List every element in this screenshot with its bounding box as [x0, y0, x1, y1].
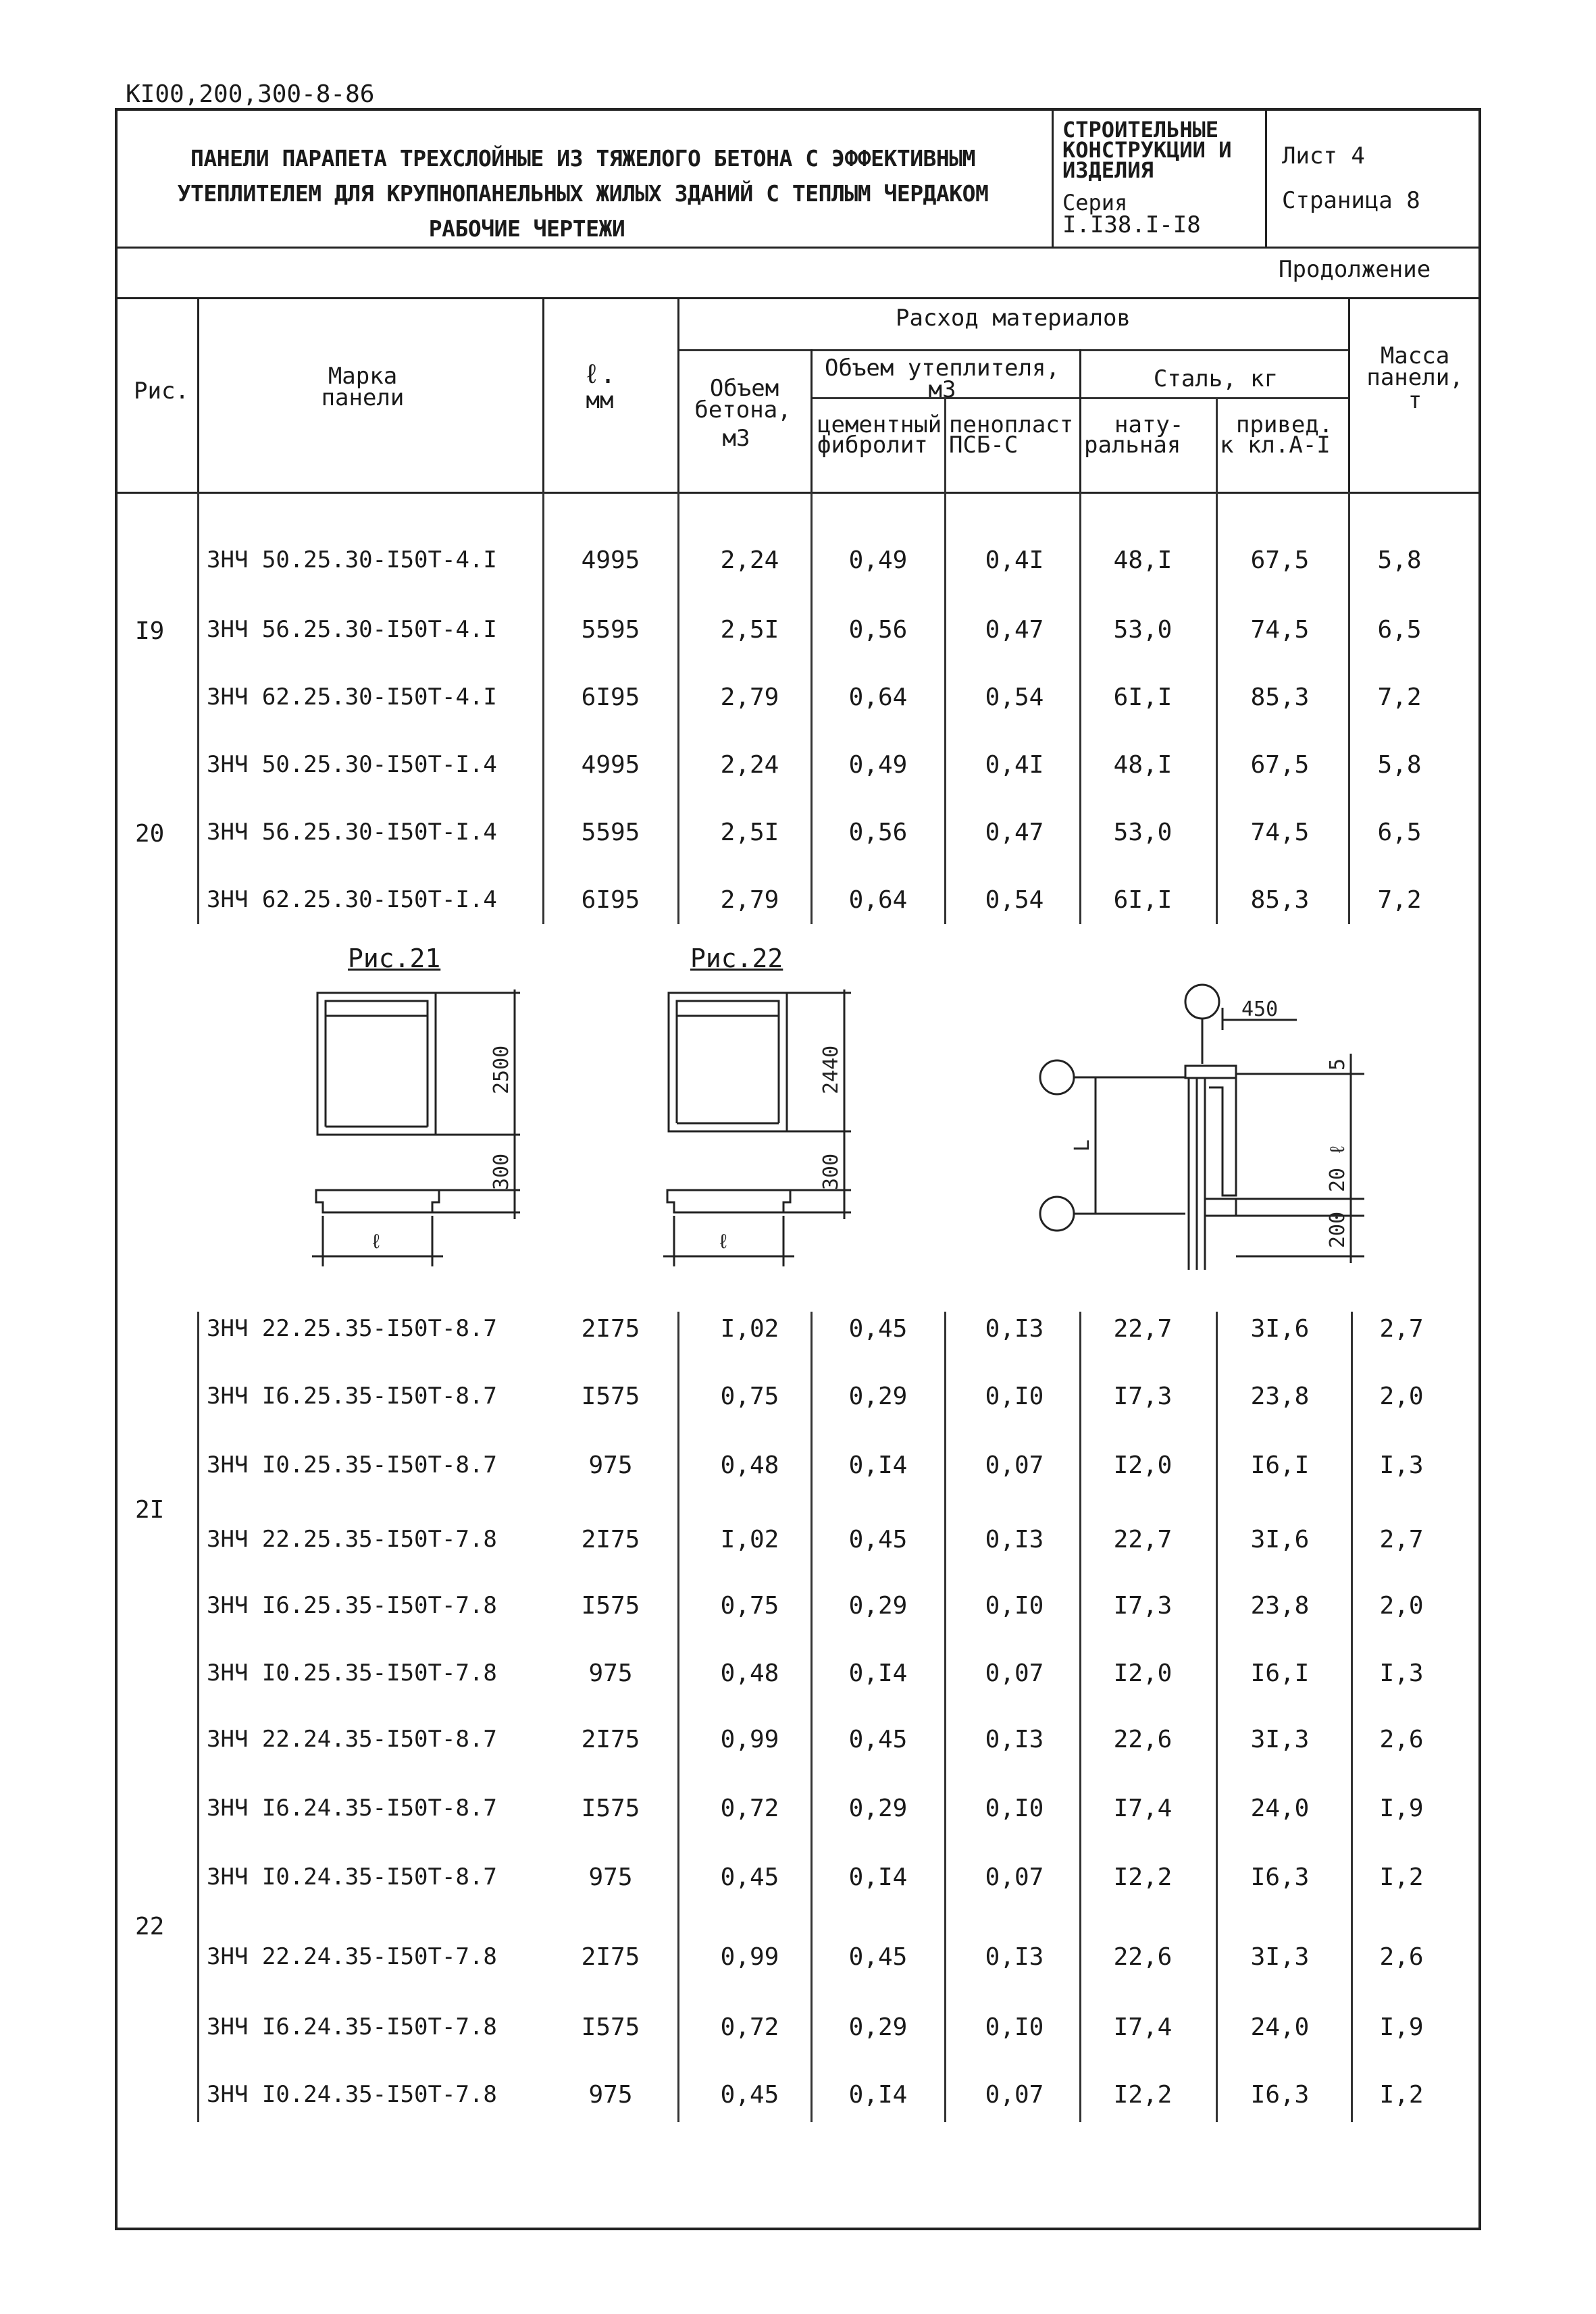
- foam-psb: 0,4I: [985, 751, 1044, 779]
- steel-natural: 53,0: [1113, 616, 1173, 644]
- panel-mark: ЗНЧ 62.25.30-I50T-4.I: [207, 684, 497, 711]
- concrete-volume: 0,99: [720, 1943, 779, 1971]
- document-title-line-3: РАБОЧИЕ ЧЕРТЕЖИ: [428, 215, 625, 242]
- panel-length: 6I95: [581, 886, 640, 914]
- panel-mass: I,3: [1379, 1660, 1424, 1687]
- foam-psb: 0,07: [985, 2081, 1044, 2109]
- foam-psb: 0,I3: [985, 1315, 1044, 1343]
- foam-psb: 0,07: [985, 1660, 1044, 1687]
- panel-length: I575: [581, 2013, 640, 2041]
- steel-natural: 22,6: [1113, 1943, 1173, 1971]
- steel-reduced: 3I,3: [1250, 1726, 1310, 1753]
- cement-fibrolite: 0,45: [848, 1526, 908, 1553]
- cement-fibrolite: 0,29: [848, 1383, 908, 1410]
- steel-reduced: I6,I: [1250, 1451, 1310, 1479]
- steel-reduced: I6,3: [1250, 1863, 1310, 1891]
- continuation-label: Продолжение: [1279, 256, 1431, 283]
- panel-mark: ЗНЧ 62.25.30-I50T-I.4: [207, 886, 497, 913]
- concrete-volume: 0,72: [720, 2013, 779, 2041]
- panel-mark: ЗНЧ 22.25.35-I50T-7.8: [207, 1526, 497, 1553]
- cement-fibrolite: 0,29: [848, 1592, 908, 1620]
- stamp-line-3: ИЗДЕЛИЯ: [1062, 157, 1154, 183]
- concrete-volume: 0,75: [720, 1383, 779, 1410]
- panel-mark: ЗНЧ I6.24.35-I50T-8.7: [207, 1795, 497, 1822]
- steel-reduced: 24,0: [1250, 2013, 1310, 2041]
- panel-mass: 2,6: [1379, 1726, 1424, 1753]
- panel-mass: 2,7: [1379, 1315, 1424, 1343]
- steel-reduced: 3I,6: [1250, 1526, 1310, 1553]
- concrete-volume: I,02: [720, 1315, 779, 1343]
- steel-reduced: 3I,3: [1250, 1943, 1310, 1971]
- panel-length: 5595: [581, 616, 640, 644]
- header-l-1: ℓ.: [583, 359, 617, 390]
- bottom-body-line-2: [677, 1312, 679, 2122]
- steel-natural: 22,7: [1113, 1526, 1173, 1553]
- dim-l-fig21: ℓ: [370, 1230, 383, 1254]
- cement-fibrolite: 0,29: [848, 2013, 908, 2041]
- steel-natural: 48,I: [1113, 546, 1173, 574]
- concrete-volume: 0,48: [720, 1660, 779, 1687]
- steel-reduced: 23,8: [1250, 1383, 1310, 1410]
- cement-fibrolite: 0,I4: [848, 1451, 908, 1479]
- panel-mark: ЗНЧ I0.24.35-I50T-8.7: [207, 1863, 497, 1891]
- header-cement-2: фибролит: [817, 432, 928, 459]
- cement-fibrolite: 0,I4: [848, 2081, 908, 2109]
- stamp-series-number: I.I38.I-I8: [1062, 211, 1201, 238]
- steel-natural: 22,6: [1113, 1726, 1173, 1753]
- panel-mass: I,3: [1379, 1451, 1424, 1479]
- steel-natural: I2,2: [1113, 1863, 1173, 1891]
- bottom-body-line-7: [1351, 1312, 1353, 2122]
- figure-22-section-view: [663, 1190, 851, 1266]
- header-materials: Расход материалов: [896, 305, 1131, 332]
- steel-reduced: 24,0: [1250, 1795, 1310, 1822]
- figure-21-section-view: [312, 1190, 520, 1266]
- foam-psb: 0,07: [985, 1863, 1044, 1891]
- panel-length: I575: [581, 1383, 640, 1410]
- foam-psb: 0,4I: [985, 546, 1044, 574]
- cement-fibrolite: 0,45: [848, 1943, 908, 1971]
- panel-mass: I,9: [1379, 1795, 1424, 1822]
- steel-natural: I7,4: [1113, 1795, 1173, 1822]
- header-steel-reduced-2: к кл.А-I: [1220, 432, 1331, 459]
- panel-mass: 5,8: [1377, 546, 1422, 574]
- steel-reduced: 3I,6: [1250, 1315, 1310, 1343]
- panel-mass: 2,6: [1379, 1943, 1424, 1971]
- steel-natural: 53,0: [1113, 819, 1173, 846]
- panel-mark: ЗНЧ 56.25.30-I50T-I.4: [207, 819, 497, 846]
- fig-label-19: I9: [135, 617, 165, 645]
- panel-mass: 2,7: [1379, 1526, 1424, 1553]
- panel-mass: 6,5: [1377, 819, 1422, 846]
- header-mark-2: панели: [321, 384, 405, 411]
- cement-fibrolite: 0,29: [848, 1795, 908, 1822]
- header-concrete-1: Объем: [709, 375, 779, 402]
- panel-mass: 5,8: [1377, 751, 1422, 779]
- panel-length: 975: [588, 2081, 633, 2109]
- steel-reduced: I6,I: [1250, 1660, 1310, 1687]
- figure-22-caption: Рис.22: [690, 944, 783, 973]
- foam-psb: 0,I0: [985, 1592, 1044, 1620]
- panel-mass: I,2: [1379, 2081, 1424, 2109]
- concrete-volume: 2,24: [720, 751, 779, 779]
- panel-mass: I,9: [1379, 2013, 1424, 2041]
- panel-mass: 2,0: [1379, 1383, 1424, 1410]
- header-fig: Рис.: [134, 378, 189, 405]
- header-concrete-3: м3: [722, 425, 750, 452]
- figure-21-caption: Рис.21: [348, 944, 441, 973]
- panel-mass: 7,2: [1377, 886, 1422, 914]
- header-mass-2: панели,: [1366, 364, 1464, 391]
- steel-reduced: 74,5: [1250, 819, 1310, 846]
- dim-20-l: 20 ℓ: [1326, 1143, 1349, 1192]
- panel-mark: ЗНЧ 50.25.30-I50T-I.4: [207, 751, 497, 778]
- steel-reduced: 67,5: [1250, 546, 1310, 574]
- foam-psb: 0,I3: [985, 1726, 1044, 1753]
- stamp-line-2: КОНСТРУКЦИИ И: [1062, 137, 1232, 163]
- bottom-body-line-4: [944, 1312, 946, 2122]
- steel-reduced: 74,5: [1250, 616, 1310, 644]
- concrete-volume: 2,79: [720, 886, 779, 914]
- panel-mark: ЗНЧ I0.25.35-I50T-8.7: [207, 1451, 497, 1479]
- steel-reduced: 85,3: [1250, 886, 1310, 914]
- panel-length: 5595: [581, 819, 640, 846]
- dim-450: 450: [1241, 998, 1279, 1021]
- fig-label-22: 22: [135, 1913, 165, 1940]
- steel-reduced: 67,5: [1250, 751, 1310, 779]
- header-steel-natural-2: ральная: [1084, 432, 1181, 459]
- dim-300-fig21: 300: [490, 1153, 513, 1190]
- panel-length: 2I75: [581, 1315, 640, 1343]
- dim-5: 5: [1326, 1058, 1349, 1071]
- dim-2500: 2500: [490, 1045, 513, 1094]
- header-mark-1: Марка: [328, 363, 398, 390]
- foam-psb: 0,I0: [985, 2013, 1044, 2041]
- panel-length: 975: [588, 1451, 633, 1479]
- foam-psb: 0,54: [985, 684, 1044, 711]
- cement-fibrolite: 0,49: [848, 546, 908, 574]
- foam-psb: 0,I0: [985, 1795, 1044, 1822]
- steel-reduced: 85,3: [1250, 684, 1310, 711]
- panel-length: 975: [588, 1863, 633, 1891]
- foam-psb: 0,I3: [985, 1943, 1044, 1971]
- stamp-series-label: Серия: [1062, 190, 1128, 215]
- panel-mass: 7,2: [1377, 684, 1422, 711]
- concrete-volume: 0,72: [720, 1795, 779, 1822]
- header-steel-natural-1: нату-: [1114, 411, 1184, 438]
- panel-length: I575: [581, 1795, 640, 1822]
- foam-psb: 0,I0: [985, 1383, 1044, 1410]
- header-l-2: мм: [586, 387, 614, 414]
- panel-mass: 2,0: [1379, 1592, 1424, 1620]
- stamp-line-1: СТРОИТЕЛЬНЫЕ: [1062, 117, 1219, 143]
- steel-natural: 6I,I: [1113, 886, 1173, 914]
- steel-natural: I7,3: [1113, 1383, 1173, 1410]
- bottom-body-line-3: [810, 1312, 813, 2122]
- concrete-volume: 2,5I: [720, 819, 779, 846]
- concrete-volume: 0,45: [720, 2081, 779, 2109]
- sheet-number: Лист 4: [1282, 143, 1365, 170]
- cement-fibrolite: 0,64: [848, 684, 908, 711]
- header-cement-1: цементный: [817, 411, 942, 438]
- header-steel-reduced-1: привед.: [1236, 411, 1333, 438]
- foam-psb: 0,47: [985, 819, 1044, 846]
- panel-mark: ЗНЧ I0.24.35-I50T-7.8: [207, 2081, 497, 2108]
- cement-fibrolite: 0,45: [848, 1726, 908, 1753]
- panel-mark: ЗНЧ 56.25.30-I50T-4.I: [207, 616, 497, 643]
- concrete-volume: 0,75: [720, 1592, 779, 1620]
- steel-natural: I7,4: [1113, 2013, 1173, 2041]
- concrete-volume: I,02: [720, 1526, 779, 1553]
- panel-length: 2I75: [581, 1526, 640, 1553]
- foam-psb: 0,54: [985, 886, 1044, 914]
- cement-fibrolite: 0,64: [848, 886, 908, 914]
- bottom-body-line-1: [197, 1312, 199, 2122]
- steel-natural: I7,3: [1113, 1592, 1173, 1620]
- header-concrete-2: бетона,: [694, 396, 792, 423]
- concrete-volume: 0,99: [720, 1726, 779, 1753]
- fig-label-20: 20: [135, 820, 165, 848]
- cement-fibrolite: 0,I4: [848, 1863, 908, 1891]
- dim-l-fig22: ℓ: [717, 1230, 730, 1254]
- panel-mark: ЗНЧ 50.25.30-I50T-4.I: [207, 546, 497, 573]
- panel-mark: ЗНЧ I6.25.35-I50T-7.8: [207, 1592, 497, 1619]
- concrete-volume: 2,24: [720, 546, 779, 574]
- steel-natural: I2,0: [1113, 1660, 1173, 1687]
- cement-fibrolite: 0,45: [848, 1315, 908, 1343]
- foam-psb: 0,47: [985, 616, 1044, 644]
- page-number: Страница 8: [1282, 187, 1420, 214]
- steel-reduced: I6,3: [1250, 2081, 1310, 2109]
- concrete-volume: 2,79: [720, 684, 779, 711]
- panel-length: 2I75: [581, 1943, 640, 1971]
- cement-fibrolite: 0,I4: [848, 1660, 908, 1687]
- panel-mark: ЗНЧ 22.25.35-I50T-8.7: [207, 1315, 497, 1342]
- dim-L: L: [1071, 1139, 1094, 1152]
- panel-mark: ЗНЧ I6.25.35-I50T-8.7: [207, 1383, 497, 1410]
- bottom-body-line-5: [1079, 1312, 1081, 2122]
- panel-length: 6I95: [581, 684, 640, 711]
- steel-natural: 22,7: [1113, 1315, 1173, 1343]
- panel-length: 4995: [581, 546, 640, 574]
- steel-natural: 6I,I: [1113, 684, 1173, 711]
- panel-length: I575: [581, 1592, 640, 1620]
- fig-label-21: 2I: [135, 1496, 165, 1524]
- panel-mark: ЗНЧ 22.24.35-I50T-8.7: [207, 1726, 497, 1753]
- steel-reduced: 23,8: [1250, 1592, 1310, 1620]
- steel-natural: 48,I: [1113, 751, 1173, 779]
- cement-fibrolite: 0,56: [848, 616, 908, 644]
- header-steel: Сталь, кг: [1153, 365, 1279, 392]
- dim-2440: 2440: [819, 1045, 843, 1094]
- cement-fibrolite: 0,56: [848, 819, 908, 846]
- document-title-line-2: УТЕПЛИТЕЛЕМ ДЛЯ КРУПНОПАНЕЛЬНЫХ ЖИЛЫХ ЗДАНИЙ С ТЕПЛЫМ ЧЕРДАКОМ: [177, 180, 989, 207]
- panel-length: 975: [588, 1660, 633, 1687]
- panel-mark: ЗНЧ I6.24.35-I50T-7.8: [207, 2013, 497, 2040]
- panel-length: 4995: [581, 751, 640, 779]
- foam-psb: 0,I3: [985, 1526, 1044, 1553]
- steel-natural: I2,0: [1113, 1451, 1173, 1479]
- header-insulation-2: м3: [928, 376, 956, 403]
- panel-mark: ЗНЧ I0.25.35-I50T-7.8: [207, 1660, 497, 1687]
- dim-300-fig22: 300: [819, 1153, 843, 1190]
- header-foam-2: ПСБ-С: [949, 432, 1019, 459]
- concrete-volume: 0,48: [720, 1451, 779, 1479]
- concrete-volume: 2,5I: [720, 616, 779, 644]
- panel-length: 2I75: [581, 1726, 640, 1753]
- concrete-volume: 0,45: [720, 1863, 779, 1891]
- steel-natural: I2,2: [1113, 2081, 1173, 2109]
- dim-200: 200: [1326, 1211, 1349, 1248]
- document-title-line-1: ПАНЕЛИ ПАРАПЕТА ТРЕХСЛОЙНЫЕ ИЗ ТЯЖЕЛОГО БЕТОНА С ЭФФЕКТИВНЫМ: [190, 145, 976, 172]
- parapet-node-detail: [1040, 985, 1364, 1270]
- header-foam-1: пенопласт: [949, 411, 1074, 438]
- bottom-body-line-6: [1216, 1312, 1218, 2122]
- header-insulation-1: Объем утеплителя,: [825, 355, 1060, 382]
- header-mass-3: т: [1408, 387, 1422, 414]
- cement-fibrolite: 0,49: [848, 751, 908, 779]
- panel-mass: 6,5: [1377, 616, 1422, 644]
- document-code: KI00,200,300-8-86: [126, 80, 375, 108]
- panel-mass: I,2: [1379, 1863, 1424, 1891]
- panel-mark: ЗНЧ 22.24.35-I50T-7.8: [207, 1943, 497, 1970]
- header-mass-1: Масса: [1380, 342, 1450, 369]
- foam-psb: 0,07: [985, 1451, 1044, 1479]
